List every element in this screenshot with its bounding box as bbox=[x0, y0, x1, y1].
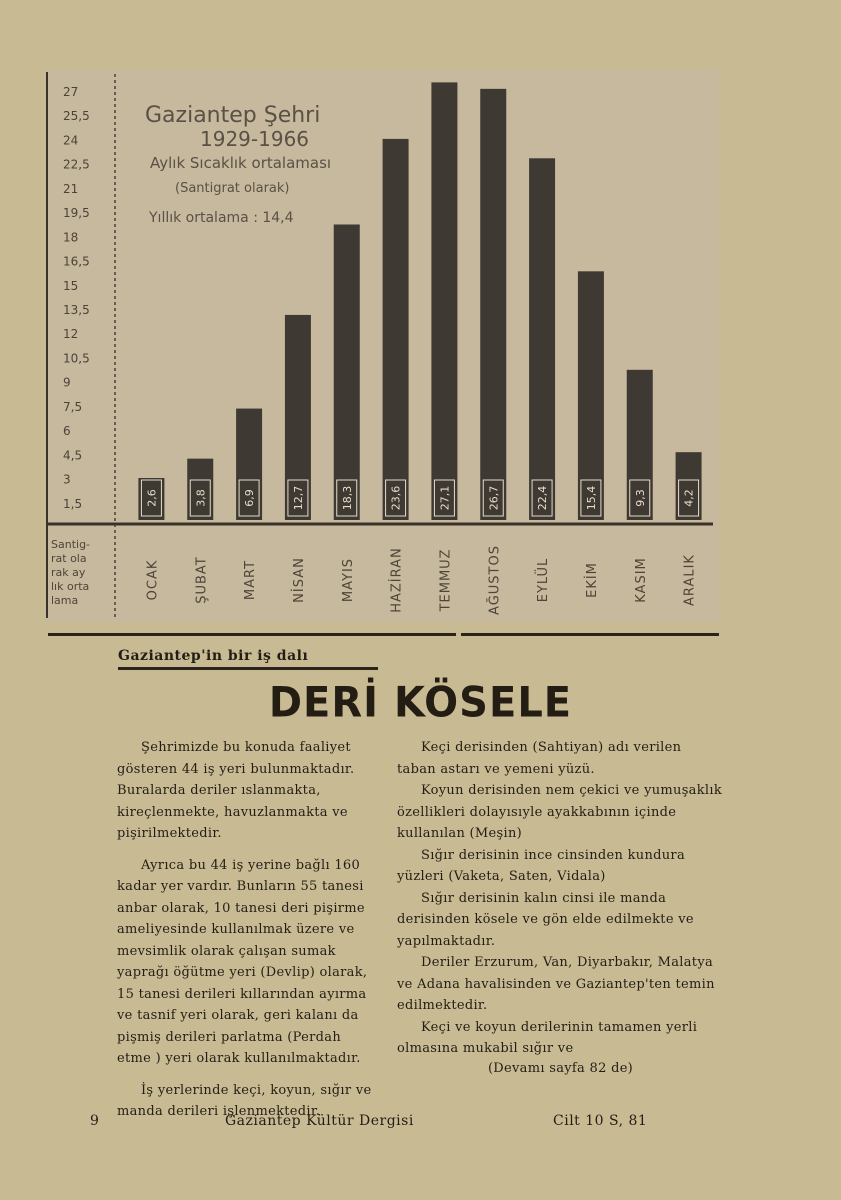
month-label: ŞUBAT bbox=[194, 556, 210, 604]
month-label: OCAK bbox=[145, 559, 161, 601]
y-tick-label: 3 bbox=[63, 472, 71, 487]
bar bbox=[383, 139, 409, 520]
article-column-right bbox=[397, 737, 724, 1079]
bar-value-label: 27,1 bbox=[438, 485, 452, 511]
y-tick-label: 6 bbox=[63, 424, 71, 439]
month-label: MART bbox=[243, 559, 259, 601]
bar-value-label: 18,3 bbox=[340, 485, 354, 511]
bar bbox=[578, 271, 604, 520]
temperature-chart bbox=[45, 70, 719, 622]
paragraph: Sığır derisinin kalın cinsi ile manda derisinden kösele ve gön elde edilmekte ve yapılmaktadır. bbox=[397, 890, 694, 949]
bar-value-label: 2,6 bbox=[145, 489, 159, 507]
paragraph: Ayrıca bu 44 iş yerine bağlı 160 kadar yer vardır. Bunların 55 tanesi anbar olarak, 10 tanesi deri pişirme ameliyesinde kullanılmak üzere ve mevsimlik olarak çalışan sumak yaprağı öğütme yeri (Devlip) olarak, 15 tanesi derileri kıllarından ayırma ve tasnif yeri olarak, geri kalanı da pişmiş derileri parlatma (Perdah etme ) yeri olarak kullanılmaktadır. bbox=[117, 857, 368, 1066]
bar bbox=[529, 158, 555, 520]
bar bbox=[676, 452, 702, 520]
paragraph: Koyun derisinden nem çekici ve yumuşaklık özellikleri dolayısıyle ayakkabının içinde kullanılan (Meşin) bbox=[397, 783, 723, 841]
page-number: 9 bbox=[90, 1113, 100, 1129]
month-label: EKİM bbox=[584, 562, 600, 598]
y-tick-label: 27 bbox=[63, 85, 79, 99]
month-label: MAYIS bbox=[340, 557, 356, 603]
y-tick-label: 13,5 bbox=[63, 303, 90, 317]
kicker-underline bbox=[118, 667, 378, 670]
divider-left bbox=[48, 633, 456, 636]
divider-right bbox=[461, 633, 719, 636]
y-tick-label: 19,5 bbox=[63, 206, 90, 221]
paragraph: Şehrimizde bu konuda faaliyet gösteren 44 iş yeri bulunmaktadır. Buralarda deriler ıslanmakta, kireçlenmekte, havuzlanmakta ve pişirilmektedir. bbox=[117, 740, 355, 841]
paragraph: Deriler Erzurum, Van, Diyarbakır, Malatya ve Adana havalisinden ve Gaziantep'ten temin edilmektedir. bbox=[397, 955, 715, 1013]
y-tick-label: 24 bbox=[63, 133, 79, 148]
y-axis-label-line: Santig- bbox=[51, 538, 91, 551]
chart-svg bbox=[45, 70, 719, 622]
continued-note: (Devamı sayfa 82 de) bbox=[487, 1060, 634, 1076]
bar-value-label: 6,9 bbox=[243, 489, 257, 507]
y-tick-label: 7,5 bbox=[63, 399, 83, 414]
y-tick-label: 22,5 bbox=[63, 157, 90, 172]
month-label: NİSAN bbox=[291, 557, 307, 603]
bar-value-label: 4,2 bbox=[682, 489, 696, 507]
bar-value-label: 22,4 bbox=[536, 485, 550, 511]
paragraph: Keçi derisinden (Sahtiyan) adı verilen taban astarı ve yemeni yüzü. bbox=[397, 740, 682, 777]
paragraph: Sığır derisinin ince cinsinden kundura yüzleri (Vaketa, Saten, Vidala) bbox=[397, 847, 685, 884]
y-tick-label: 21 bbox=[63, 181, 79, 196]
chart-annual-note: Yıllık ortalama : 14,4 bbox=[149, 210, 294, 226]
y-axis-label-line: lama bbox=[51, 594, 79, 607]
y-tick-label: 9 bbox=[63, 375, 71, 390]
bar-value-label: 12,7 bbox=[291, 485, 305, 511]
article-column-left bbox=[117, 737, 374, 1133]
month-label: HAZİRAN bbox=[389, 547, 405, 613]
month-label: TEMMUZ bbox=[438, 548, 454, 612]
month-label: ARALIK bbox=[682, 554, 698, 606]
y-tick-label: 10,5 bbox=[63, 351, 90, 366]
y-axis-label-line: lık orta bbox=[51, 580, 90, 593]
y-tick-label: 12 bbox=[63, 327, 79, 342]
bar bbox=[480, 89, 506, 520]
y-tick-label: 16,5 bbox=[63, 254, 90, 269]
y-tick-label: 15 bbox=[63, 278, 79, 293]
chart-subtitle: Aylık Sıcaklık ortalaması bbox=[150, 154, 332, 172]
y-tick-label: 25,5 bbox=[63, 109, 90, 124]
y-axis-label-line: rat ola bbox=[51, 552, 87, 565]
paragraph: Keçi ve koyun derilerinin tamamen yerli olmasına mukabil sığır ve bbox=[397, 1019, 698, 1056]
issue-info: Cilt 10 S, 81 bbox=[553, 1113, 648, 1129]
bar-value-label: 26,7 bbox=[487, 485, 501, 511]
article-kicker: Gaziantep'in bir iş dalı bbox=[118, 648, 309, 664]
bar-value-label: 3,8 bbox=[194, 489, 208, 507]
y-tick-label: 4,5 bbox=[63, 448, 83, 463]
bar-value-label: 23,6 bbox=[389, 485, 403, 511]
y-tick-label: 18 bbox=[63, 230, 79, 245]
bar-value-label: 9,3 bbox=[633, 489, 647, 507]
article-headline: DERİ KÖSELE bbox=[268, 678, 573, 728]
month-label: EYLÜL bbox=[536, 557, 552, 603]
chart-unit-note: (Santigrat olarak) bbox=[175, 181, 290, 196]
month-label: AĞUSTOS bbox=[487, 545, 503, 615]
chart-title: Gaziantep Şehri bbox=[145, 103, 321, 128]
chart-years: 1929-1966 bbox=[200, 127, 310, 151]
y-tick-label: 1,5 bbox=[63, 496, 83, 511]
month-label: KASIM bbox=[633, 557, 649, 603]
bar-value-label: 15,4 bbox=[584, 485, 598, 511]
journal-name: Gaziantep Kültür Dergisi bbox=[225, 1113, 414, 1129]
bar bbox=[431, 82, 457, 520]
y-axis-label-line: rak ay bbox=[51, 566, 86, 579]
paragraph: İş yerlerinde keçi, koyun, sığır ve manda derileri işlenmektedir. bbox=[117, 1082, 372, 1119]
bar bbox=[334, 224, 360, 520]
